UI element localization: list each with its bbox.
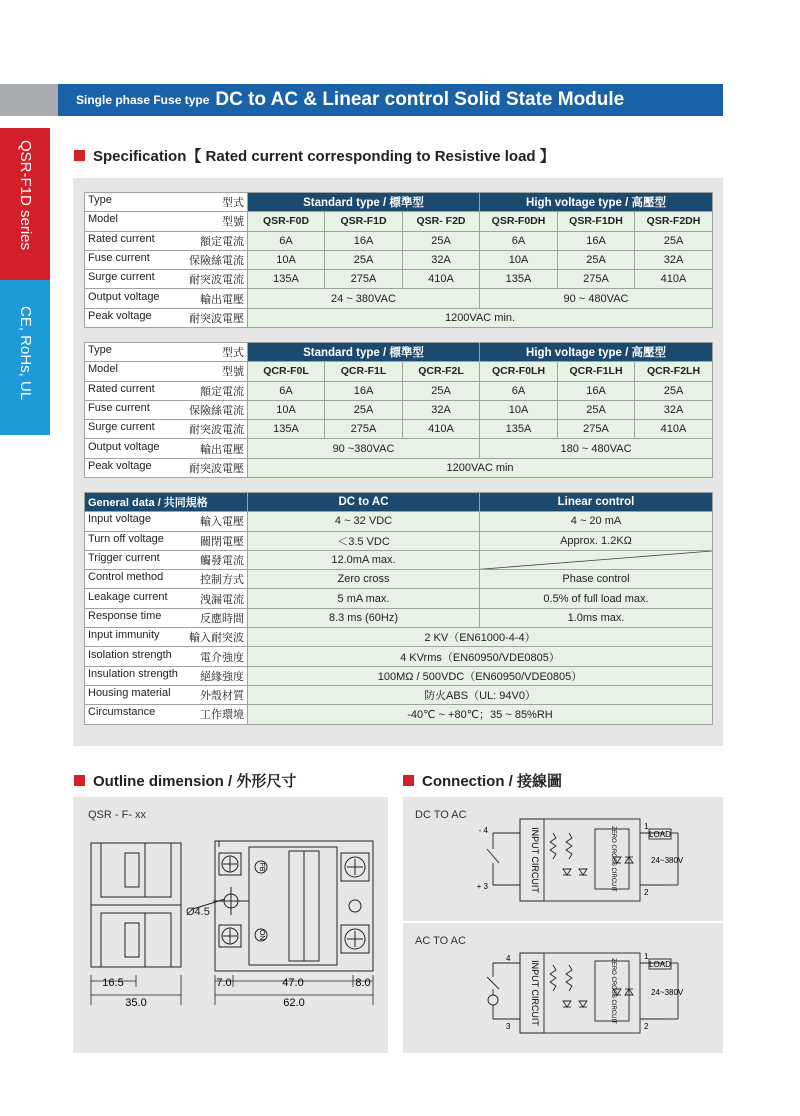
fb-label: FB: [258, 862, 265, 872]
value-cell: 90 ~ 480VAC: [480, 289, 713, 308]
value-cell: Approx. 1.2KΩ: [480, 531, 713, 550]
value-cell: 8.3 ms (60Hz): [248, 608, 480, 627]
terminal-2: 2: [644, 1022, 649, 1031]
value-cell: 275A: [558, 270, 635, 289]
table-row: [85, 570, 713, 589]
voltage-label: 24~380V: [651, 856, 684, 865]
value-cell: 25A: [403, 231, 480, 250]
value-cell: 135A: [248, 420, 325, 439]
spec-title-text: Specification【 Rated current corresponding to Resistive load 】: [93, 148, 555, 165]
section-bullet-icon: [74, 775, 85, 786]
value-cell: 6A: [480, 231, 558, 250]
spec-table-qcr: [84, 342, 713, 478]
value-cell: Phase control: [480, 570, 713, 589]
table-row: [85, 512, 713, 531]
value-cell: 4 ~ 20 mA: [480, 512, 713, 531]
model-cell: QSR-F2DH: [635, 212, 713, 231]
row-label: Input immunity 輸入耐突波: [85, 628, 248, 647]
table-row: [85, 628, 713, 647]
title-banner: [58, 84, 723, 116]
model-cell: QSR-F0D: [248, 212, 325, 231]
table-row: [85, 666, 713, 685]
row-label: Leakage current 洩漏電流: [85, 589, 248, 608]
value-cell: 12.0mA max.: [248, 550, 480, 569]
terminal-1: 1: [644, 952, 649, 961]
dim-35: 35.0: [125, 997, 147, 1009]
dc-to-ac-header: DC to AC: [248, 493, 480, 512]
model-cell: QCR-F1L: [325, 362, 403, 381]
table-row: [85, 270, 713, 289]
value-cell: 32A: [403, 400, 480, 419]
row-label: Isolation strength 電介強度: [85, 647, 248, 666]
input-circuit-label: INPUT CIRCUIT: [530, 827, 540, 893]
terminal-4: 4: [506, 954, 511, 963]
value-cell: 16A: [325, 231, 403, 250]
linear-control-header: Linear control: [480, 493, 713, 512]
model-cell: QSR-F0DH: [480, 212, 558, 231]
section-bullet-icon: [403, 775, 414, 786]
value-cell: 4 ~ 32 VDC: [248, 512, 480, 531]
value-cell: 135A: [248, 270, 325, 289]
value-cell: 10A: [248, 400, 325, 419]
banner-title: DC to AC & Linear control Solid State Module: [215, 89, 625, 110]
row-label: Surge current 耐突波電流: [85, 270, 248, 289]
connection-title-text: Connection / 接線圖: [422, 773, 562, 790]
model-cell: QCR-F2LH: [635, 362, 713, 381]
dim-8: 8.0: [355, 977, 371, 989]
value-cell: 6A: [480, 381, 558, 400]
value-cell: -40℃ ~ +80℃；35 ~ 85%RH: [248, 705, 713, 724]
value-cell: ＜3.5 VDC: [248, 531, 480, 550]
on-label: ON: [258, 929, 265, 941]
value-cell: 410A: [635, 270, 713, 289]
row-label: Turn off voltage 關閉電壓: [85, 531, 248, 550]
ac-to-ac-schematic: [403, 923, 723, 1053]
load-label: LOAD: [649, 960, 671, 969]
value-cell: 16A: [325, 381, 403, 400]
value-cell: 410A: [635, 420, 713, 439]
table-row: [85, 685, 713, 704]
table-row: [85, 647, 713, 666]
row-label: Housing material 外殼材質: [85, 685, 248, 704]
table-row: [85, 308, 713, 327]
table-row: [85, 420, 713, 439]
high-voltage-type-header: High voltage type / 高壓型: [480, 343, 713, 362]
table-row: [85, 458, 713, 477]
value-cell: 16A: [558, 381, 635, 400]
dc-to-ac-label: DC TO AC: [415, 809, 467, 821]
value-cell: 25A: [635, 231, 713, 250]
model-cell: QSR- F2D: [403, 212, 480, 231]
table-row: [85, 550, 713, 569]
value-cell: 32A: [635, 250, 713, 269]
row-label: Fuse current 保險絲電流: [85, 250, 248, 269]
model-cell: QCR-F1LH: [558, 362, 635, 381]
terminal-1: 1: [644, 822, 649, 831]
row-label: Trigger current 觸發電流: [85, 550, 248, 569]
row-label: Rated current 額定電流: [85, 381, 248, 400]
value-cell: 6A: [248, 231, 325, 250]
hole-diameter-label: Ø4.5: [186, 906, 210, 918]
terminal-3: 3: [506, 1022, 511, 1031]
zero-cross-label: ZERO CROSS CIRCUIT: [610, 958, 616, 1024]
value-cell: 275A: [325, 420, 403, 439]
dc-to-ac-schematic: [403, 797, 723, 921]
dim-16-5: 16.5: [102, 977, 124, 989]
section-bullet-icon: [74, 150, 85, 161]
header-gray-block: [0, 84, 58, 116]
terminal-2: 2: [644, 888, 649, 897]
table-row: [85, 589, 713, 608]
value-cell: 防火ABS（UL: 94V0）: [248, 685, 713, 704]
value-cell: 410A: [403, 270, 480, 289]
outline-section-title: [74, 770, 296, 791]
table-row: [85, 231, 713, 250]
value-cell: 6A: [248, 381, 325, 400]
model-label: Model 型號: [85, 362, 248, 381]
dim-7: 7.0: [216, 977, 232, 989]
value-cell: 25A: [558, 250, 635, 269]
value-cell: 1200VAC min.: [248, 308, 713, 327]
spec-section-title: [74, 145, 555, 166]
value-cell: 32A: [635, 400, 713, 419]
row-label: Output voltage 輸出電壓: [85, 289, 248, 308]
connection-section-title: [403, 770, 562, 791]
table-row: [85, 439, 713, 458]
row-label: Control method 控制方式: [85, 570, 248, 589]
value-cell: 100MΩ / 500VDC（EN60950/VDE0805）: [248, 666, 713, 685]
standard-type-header: Standard type / 標準型: [248, 193, 480, 212]
side-tab-series-label: QSR-F1D series: [17, 140, 34, 251]
banner-subtitle: Single phase Fuse type: [76, 93, 210, 107]
input-circuit-label: INPUT CIRCUIT: [530, 960, 540, 1026]
table-row: [85, 250, 713, 269]
type-label: Type 型式: [85, 193, 248, 212]
not-applicable-cell: [480, 550, 713, 569]
side-tab-certs-label: CE, RoHs, UL: [17, 306, 34, 401]
row-label: Response time 反應時間: [85, 608, 248, 627]
value-cell: 1.0ms max.: [480, 608, 713, 627]
value-cell: 16A: [558, 231, 635, 250]
model-cell: QCR-F0L: [248, 362, 325, 381]
model-cell: QCR-F2L: [403, 362, 480, 381]
top-view-drawing: [193, 841, 373, 971]
value-cell: 32A: [403, 250, 480, 269]
table-row: [85, 400, 713, 419]
table-row: [85, 381, 713, 400]
ac-to-ac-label: AC TO AC: [415, 935, 466, 947]
row-label: Rated current 額定電流: [85, 231, 248, 250]
row-label: Peak voltage 耐突波電壓: [85, 458, 248, 477]
table-row: [85, 289, 713, 308]
value-cell: 410A: [403, 420, 480, 439]
table-row: [85, 705, 713, 724]
row-label: Output voltage 輸出電壓: [85, 439, 248, 458]
model-cell: QCR-F0LH: [480, 362, 558, 381]
value-cell: 10A: [480, 250, 558, 269]
value-cell: 25A: [403, 381, 480, 400]
model-cell: QSR-F1DH: [558, 212, 635, 231]
row-label: Insulation strength 絕緣強度: [85, 666, 248, 685]
voltage-label: 24~380V: [651, 988, 684, 997]
value-cell: 25A: [635, 381, 713, 400]
row-label: Circumstance 工作環境: [85, 705, 248, 724]
row-label: Peak voltage 耐突波電壓: [85, 308, 248, 327]
outline-model-label: QSR - F- xx: [88, 809, 147, 821]
value-cell: 90 ~380VAC: [248, 439, 480, 458]
table-row: [85, 531, 713, 550]
high-voltage-type-header: High voltage type / 高壓型: [480, 193, 713, 212]
standard-type-header: Standard type / 標準型: [248, 343, 480, 362]
general-data-table: [84, 492, 713, 725]
terminal-minus4: - 4: [478, 826, 488, 835]
value-cell: 1200VAC min: [248, 458, 713, 477]
type-label: Type 型式: [85, 343, 248, 362]
value-cell: 4 KVrms（EN60950/VDE0805）: [248, 647, 713, 666]
value-cell: 275A: [325, 270, 403, 289]
value-cell: 2 KV（EN61000-4-4）: [248, 628, 713, 647]
row-label: Fuse current 保險絲電流: [85, 400, 248, 419]
dim-62: 62.0: [283, 997, 305, 1009]
value-cell: 5 mA max.: [248, 589, 480, 608]
load-label: LOAD: [649, 830, 671, 839]
outline-drawing: [73, 797, 388, 1053]
model-label: Model 型號: [85, 212, 248, 231]
spec-table-qsr: [84, 192, 713, 328]
value-cell: 25A: [558, 400, 635, 419]
general-data-header: General data / 共同規格: [85, 493, 248, 512]
value-cell: 135A: [480, 270, 558, 289]
table-row: [85, 608, 713, 627]
value-cell: Zero cross: [248, 570, 480, 589]
value-cell: 10A: [248, 250, 325, 269]
dim-47: 47.0: [282, 977, 304, 989]
terminal-plus3: + 3: [476, 882, 488, 891]
value-cell: 25A: [325, 400, 403, 419]
value-cell: 24 ~ 380VAC: [248, 289, 480, 308]
zero-cross-label: ZERO CROSS CIRCUIT: [610, 826, 616, 892]
model-cell: QSR-F1D: [325, 212, 403, 231]
value-cell: 180 ~ 480VAC: [480, 439, 713, 458]
value-cell: 275A: [558, 420, 635, 439]
row-label: Input voltage 輸入電壓: [85, 512, 248, 531]
outline-title-text: Outline dimension / 外形尺寸: [93, 773, 297, 790]
value-cell: 10A: [480, 400, 558, 419]
value-cell: 0.5% of full load max.: [480, 589, 713, 608]
side-tab-certs: [0, 280, 50, 435]
value-cell: 25A: [325, 250, 403, 269]
side-tab-series: [0, 128, 50, 280]
value-cell: 135A: [480, 420, 558, 439]
row-label: Surge current 耐突波電流: [85, 420, 248, 439]
side-view-drawing: [91, 843, 181, 967]
